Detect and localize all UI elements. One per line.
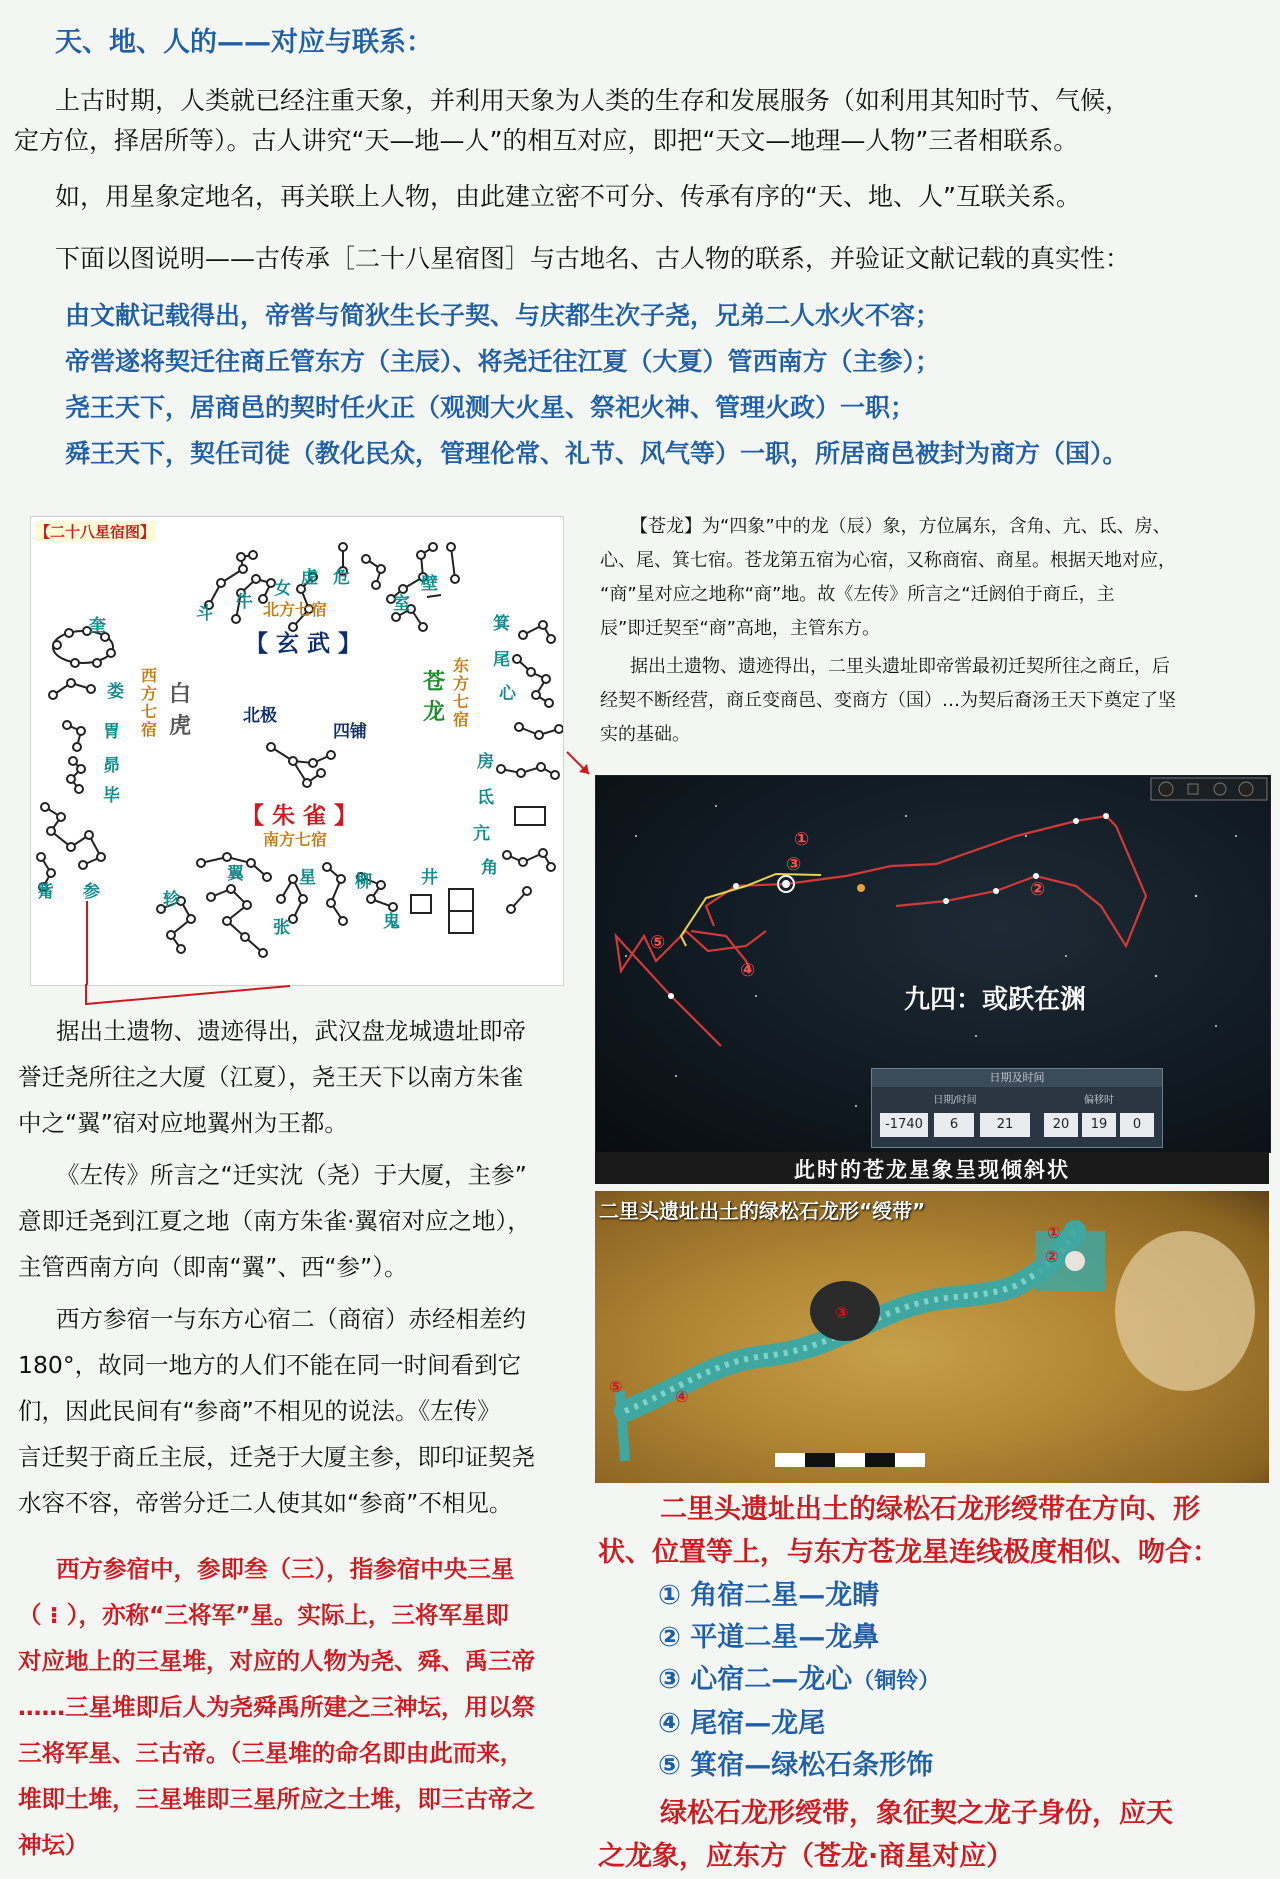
canglong-line-3: “商”星对应之地称“商”地。故《左传》所言之“迁阏伯于商丘，主 [600,584,1115,605]
dig-marker-1: ① [1047,1223,1061,1242]
right-heading [598,1488,1278,1574]
dig-marker-4: ④ [675,1387,689,1406]
center-sifu: 四铺 [333,722,367,742]
right-items [658,1575,1268,1787]
east-sub: 东方七宿 [453,656,470,729]
star-liu: 柳 [355,872,372,892]
item-5-text: 箕宿—绿松石条形饰 [690,1750,934,1781]
item-3 [658,1659,1268,1703]
canglong-line-4: 辰”即迁契至“商”高地，主管东方。 [600,618,880,639]
east-title-a: 苍 [423,670,446,695]
east-title-b: 龙 [423,700,446,725]
star-xing: 星 [299,868,316,888]
star-zhen: 轸 [163,890,180,910]
item-4-text: 尾宿—龙尾 [690,1708,826,1739]
star-niu: 牛 [236,592,253,612]
left-c4: 言迁契于商丘主辰，迁尧于大厦主参，即印证契尧 [18,1443,535,1471]
item-5 [658,1745,1268,1787]
dig-marker-2: ② [1045,1247,1059,1266]
west-title-b: 虎 [169,714,192,739]
time-panel [871,1068,1163,1148]
item-3-num: ③ [658,1664,681,1695]
blue-list [65,293,1128,477]
dig-illustration [595,1191,1269,1483]
item-3-text: 心宿二—龙心 [690,1664,853,1695]
dig-marker-3: ③ [835,1303,849,1322]
star-shen: 参 [83,882,100,902]
intro-line-2: 定方位，择居所等）。古人讲究“天—地—人”的相互对应，即把“天文—地理—人物”三者相联系。 [14,126,1079,155]
xiu-map-title: 【二十八星宿图】 [35,523,156,541]
right-f1: 绿松石龙形绶带，象征契之龙子身份，应天 [660,1798,1173,1829]
map-arrow [80,984,300,1008]
item-1 [658,1575,1268,1617]
xiu-map [30,516,564,986]
item-1-text: 角宿二星—龙睛 [690,1580,880,1611]
left-r2: （ ⁝ ），亦称“三将军”星。实际上，三将军星即 [18,1601,509,1629]
star-kui: 奎 [89,616,106,636]
star-bi-west: 毕 [103,786,120,806]
left-b1: 《左传》所言之“迁实沈（尧）于大厦，主参” [56,1161,527,1189]
sky-marker-3: ③ [786,854,802,875]
tp-month[interactable]: 6 [934,1113,974,1137]
star-mao: 昴 [103,756,120,776]
star-zi: 觜 [37,882,54,902]
left-text-a [18,1008,593,1146]
star-dou: 斗 [196,604,213,624]
right-h2: 状、位置等上，与东方苍龙星连线极度相似、吻合： [598,1537,1219,1568]
canglong-line-5: 据出土遗物、遗迹得出，二里头遗址即帝喾最初迁契所往之商丘，后 [630,656,1170,677]
sky-tag: 九四：或跃在渊 [904,985,1087,1015]
item-1-num: ① [658,1580,681,1611]
dig-marker-5: ⑤ [609,1377,623,1396]
blue-line-2: 帝喾遂将契迁往商丘管东方（主辰）、将尧迁往江夏（大夏）管西南方（主参）； [65,347,941,376]
item-2-num: ② [658,1622,681,1653]
tp-day[interactable]: 21 [980,1113,1030,1137]
star-bi: 壁 [421,574,438,594]
sky-caption-bar [595,1152,1269,1184]
sky-marker-2: ② [1030,879,1046,900]
star-ji: 箕 [493,614,510,634]
tp-hour[interactable]: 20 [1044,1113,1078,1137]
left-r4: ……三星堆即后人为尧舜禹所建之三神坛，用以祭 [18,1693,535,1721]
left-c2: 180°，故同一地方的人们不能在同一时间看到它 [18,1351,522,1379]
star-gui: 鬼 [383,912,400,932]
left-b2: 意即迁尧到江夏之地（南方朱雀·翼宿对应之地）， [18,1207,531,1235]
dig-photo [595,1191,1269,1483]
left-c3: 们，因此民间有“参商”不相见的说法。《左传》 [18,1397,501,1425]
canglong-line-6: 经契不断经营，商丘变商邑、变商方（国）…为契后裔汤王天下奠定了坚 [600,690,1176,711]
star-xin: 心 [499,684,516,704]
left-c1: 西方参宿一与东方心宿二（商宿）赤经相差约 [56,1305,526,1333]
star-xu: 虚 [301,568,318,588]
tp-year[interactable]: -1740 [880,1113,928,1137]
item-2-text: 平道二星—龙鼻 [690,1622,880,1653]
canglong-text [600,510,1270,752]
north-sub: 北方七宿 [263,600,328,619]
left-r6: 堆即土堆，三星堆即三星所应之土堆，即三古帝之 [18,1785,535,1813]
left-text-c [18,1296,593,1526]
star-jing: 井 [421,868,438,888]
intro-para-2: 如，用星象定地名，再关联上人物，由此建立密不可分、传承有序的“天、地、人”互联关系。 [55,182,1081,211]
item-3-note: （铜铃） [852,1669,941,1694]
sky-caption: 此时的苍龙星象呈现倾斜状 [794,1158,1070,1182]
star-wei-north: 危 [333,568,350,588]
sky-arrow [565,750,595,780]
blue-line-4: 舜王天下，契任司徒（教化民众，管理伦常、礼节、风气等）一职，所居商邑被封为商方（国）。 [65,439,1128,468]
star-fang: 房 [477,752,494,772]
time-panel-head: 日期及时间 [872,1069,1162,1087]
star-lou: 娄 [107,682,124,702]
star-wei-east: 尾 [493,650,510,670]
right-footer [598,1792,1278,1878]
item-4 [658,1703,1268,1745]
blue-line-3: 尧王天下，居商邑的契时任火正（观测大火星、祭祀火神、管理火政）一职； [65,393,916,422]
star-yi: 翼 [227,864,244,884]
left-text-b [18,1152,598,1290]
star-di: 氐 [477,788,494,808]
page-title: 天、地、人的——对应与联系： [55,27,433,58]
west-title-a: 白 [169,682,192,707]
dig-title: 二里头遗址出土的绿松石龙形“绶带” [599,1199,926,1223]
star-nv: 女 [274,579,291,599]
left-a3: 中之“翼”宿对应地翼州为王都。 [18,1109,348,1137]
star-jiao: 角 [481,858,498,878]
tp-left-label: 日期/时间 [933,1095,977,1106]
canglong-line-1: 【苍龙】为“四象”中的龙（辰）象，方位属东，含角、亢、氐、房、 [630,516,1171,537]
star-wei-west: 胃 [103,722,120,742]
left-c5: 水容不容，帝喾分迁二人使其如“参商”不相见。 [18,1489,513,1517]
left-a2: 誉迁尧所往之大厦（江夏），尧王天下以南方朱雀 [18,1063,524,1091]
item-5-num: ⑤ [658,1750,681,1781]
south-title: 【 朱 雀 】 [241,803,358,829]
tp-minute[interactable]: 19 [1082,1113,1116,1137]
canglong-line-2: 心、尾、箕七宿。苍龙第五宿为心宿，又称商宿、商星。根据天地对应， [600,550,1176,571]
star-shi: 室 [393,594,410,614]
item-2 [658,1617,1268,1659]
sky-marker-1: ① [794,829,810,850]
left-r3: 对应地上的三星堆，对应的人物为尧、舜、禹三帝 [18,1647,535,1675]
left-a1: 据出土遗物、遗迹得出，武汉盘龙城遗址即帝 [56,1017,526,1045]
tp-right-label: 偏移时 [1084,1095,1114,1106]
left-b3: 主管西南方向（即南“翼”、西“参”）。 [18,1253,408,1281]
right-h1: 二里头遗址出土的绿松石龙形绶带在方向、形 [660,1494,1200,1525]
west-sub: 西方七宿 [141,666,158,739]
blue-line-1: 由文献记载得出，帝喾与简狄生长子契、与庆都生次子尧，兄弟二人水火不容； [65,301,941,330]
south-sub: 南方七宿 [263,830,328,849]
left-r7: 神坛） [18,1831,89,1859]
north-title: 【 玄 武 】 [245,631,362,657]
left-r1: 西方参宿中，参即叁（三），指参宿中央三星 [56,1555,515,1583]
left-r5: 三将军星、三古帝。（三星堆的命名即由此而来， [18,1739,524,1767]
item-4-num: ④ [658,1708,681,1739]
sky-marker-5: ⑤ [650,932,666,953]
intro-line-1: 上古时期，人类就已经注重天象，并利用天象为人类的生存和发展服务（如利用其知时节、气候， [55,86,1131,115]
canglong-line-7: 实的基础。 [600,724,690,745]
sky-marker-4: ④ [740,960,756,981]
intro-para-3: 下面以图说明——古传承［二十八星宿图］与古地名、古人物的联系，并验证文献记载的真实性： [55,244,1131,273]
star-kang: 亢 [473,824,490,844]
sky-screenshot [595,775,1271,1153]
right-f2: 之龙象，应东方（苍龙·商星对应） [598,1841,1014,1872]
left-red-text [18,1546,593,1868]
tp-second[interactable]: 0 [1120,1113,1154,1137]
center-beiji: 北极 [243,706,277,726]
star-zhang: 张 [273,918,290,938]
